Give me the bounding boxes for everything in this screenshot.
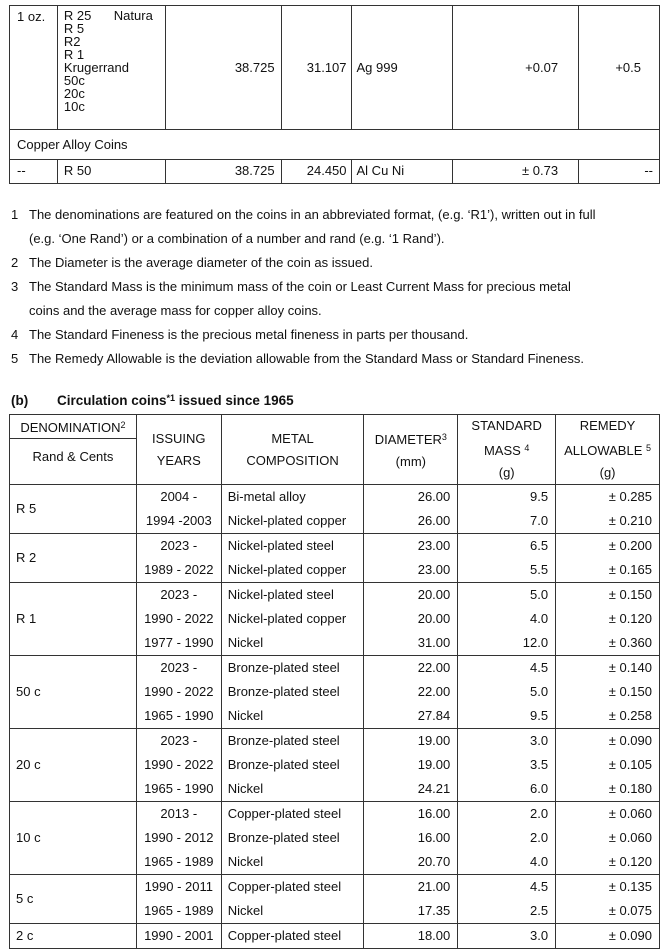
remedy-allowable-cell: ± 0.258 [556, 704, 660, 729]
table-row [10, 729, 660, 754]
denomination-list [64, 6, 165, 113]
diameter-header: DIAMETER$^3$ (mm) [364, 415, 458, 485]
weight-cell: -- [10, 160, 58, 184]
issuing-years-cell: 1990 - 2011 [136, 875, 221, 900]
remedy-allowable-cell: ± 0.075 [556, 899, 660, 924]
issuing-years-cell: 2004 - [136, 485, 221, 510]
standard-mass-header: STANDARD MASS $^4$ (g) [458, 415, 556, 485]
issuing-years-cell: 1990 - 2022 [136, 607, 221, 631]
denomination-cell: 50 c [10, 656, 137, 729]
table-row [10, 534, 660, 559]
footnote-number: 1 [11, 207, 19, 222]
denomination-cell: R 5 [10, 485, 137, 534]
footnote-text: The Standard Mass is the minimum mass of the coin or Least Current Mass for precious metal coins and the average mass for copper alloy coins. [29, 279, 571, 318]
issuing-years-cell: 1990 - 2012 [136, 826, 221, 850]
standard-mass-cell: 4.0 [458, 607, 556, 631]
remedy-allowable-cell: ± 0.285 [556, 485, 660, 510]
metal-composition-cell: Copper-plated steel [221, 875, 364, 900]
mass-cell: 24.450 [281, 160, 351, 184]
remedy-fineness-cell: -- [579, 160, 660, 184]
footnote [11, 251, 651, 275]
denomination-cell: 20 c [10, 729, 137, 802]
composition-cell: Ag 999 [351, 6, 453, 130]
diameter-cell: 19.00 [364, 729, 458, 754]
diameter-cell: 17.35 [364, 899, 458, 924]
metal-composition-cell: Bronze-plated steel [221, 729, 364, 754]
section-label: (b) [11, 393, 29, 408]
metal-composition-cell: Nickel-plated copper [221, 509, 364, 534]
issuing-years-cell: 1965 - 1990 [136, 704, 221, 729]
denomination-item: R 1 [63, 47, 85, 62]
diameter-cell: 21.00 [364, 875, 458, 900]
issuing-years-cell: 2023 - [136, 729, 221, 754]
footnote [11, 323, 651, 347]
footnote [11, 347, 651, 371]
metal-composition-cell: Nickel [221, 631, 364, 656]
issuing-years-cell: 2013 - [136, 802, 221, 827]
metal-composition-cell: Nickel [221, 899, 364, 924]
remedy-allowable-cell: ± 0.360 [556, 631, 660, 656]
diameter-cell: 38.725 [165, 160, 281, 184]
standard-mass-cell: 6.0 [458, 777, 556, 802]
issuing-years-cell: 1965 - 1989 [136, 850, 221, 875]
header-row [10, 415, 660, 485]
footnote-number: 2 [11, 255, 19, 270]
remedy-allowable-cell: ± 0.150 [556, 583, 660, 608]
issuing-years-cell: 1965 - 1990 [136, 777, 221, 802]
standard-mass-cell: 4.5 [458, 875, 556, 900]
table-row [10, 924, 660, 949]
circulation-coins-table [9, 414, 660, 949]
metal-composition-cell: Nickel-plated steel [221, 534, 364, 559]
precious-metal-table [9, 5, 660, 184]
metal-composition-cell: Nickel [221, 850, 364, 875]
remedy-allowable-cell: ± 0.090 [556, 729, 660, 754]
table-row [10, 6, 660, 130]
diameter-cell: 38.725 [165, 6, 281, 130]
remedy-mass-cell: ± 0.73 [453, 160, 579, 184]
copper-alloy-heading: Copper Alloy Coins [17, 137, 128, 152]
remedy-allowable-cell: ± 0.120 [556, 850, 660, 875]
remedy-allowable-cell: ± 0.150 [556, 680, 660, 704]
metal-composition-header: METAL COMPOSITION [221, 415, 364, 485]
denomination-item: 20c [63, 86, 85, 101]
metal-composition-cell: Nickel-plated steel [221, 583, 364, 608]
metal-composition-cell: Bronze-plated steel [221, 656, 364, 681]
metal-composition-cell: Nickel-plated copper [221, 607, 364, 631]
denomination-header [10, 415, 137, 485]
metal-composition-cell: Nickel [221, 777, 364, 802]
denomination-cell: 10 c [10, 802, 137, 875]
issuing-years-cell: 1990 - 2001 [136, 924, 221, 949]
standard-mass-cell: 9.5 [458, 485, 556, 510]
standard-mass-cell: 5.5 [458, 558, 556, 583]
footnote [11, 275, 651, 323]
remedy-allowable-cell: ± 0.060 [556, 826, 660, 850]
remedy-allowable-cell: ± 0.200 [556, 534, 660, 559]
issuing-years-cell: 1977 - 1990 [136, 631, 221, 656]
remedy-allowable-cell: ± 0.180 [556, 777, 660, 802]
table-row [10, 656, 660, 681]
denomination-item: 10c [63, 99, 85, 114]
footnote [11, 203, 651, 251]
issuing-years-cell: 2023 - [136, 656, 221, 681]
issuing-years-cell: 1989 - 2022 [136, 558, 221, 583]
denomination-item: 50c [63, 73, 85, 88]
footnote-number: 5 [11, 351, 19, 366]
diameter-cell: 20.00 [364, 607, 458, 631]
diameter-cell: 26.00 [364, 485, 458, 510]
rand-cents-header: Rand & Cents [32, 449, 114, 464]
denomination-item: R 5 [63, 21, 85, 36]
remedy-mass-cell: +0.07 [453, 6, 579, 130]
footnote-text: The denominations are featured on the coins in an abbreviated format, (e.g. ‘R1’), written out in full (e.g. ‘One Rand’) or a combination of a number and rand (e.g. ‘1 Rand’). [29, 207, 596, 246]
standard-mass-cell: 2.5 [458, 899, 556, 924]
issuing-years-cell: 1990 - 2022 [136, 753, 221, 777]
diameter-cell: 26.00 [364, 509, 458, 534]
standard-mass-cell: 4.5 [458, 656, 556, 681]
denomination-item: Krugerrand [63, 60, 129, 75]
standard-mass-cell: 7.0 [458, 509, 556, 534]
standard-mass-cell: 5.0 [458, 680, 556, 704]
standard-mass-cell: 6.5 [458, 534, 556, 559]
diameter-cell: 22.00 [364, 656, 458, 681]
denomination-item: R 25 Natura [63, 8, 153, 23]
natura-label: Natura [113, 8, 153, 23]
remedy-allowable-header: REMEDY ALLOWABLE $^5$ (g) [556, 415, 660, 485]
diameter-cell: 31.00 [364, 631, 458, 656]
issuing-years-cell: 1994 -2003 [136, 509, 221, 534]
table-row [10, 160, 660, 184]
remedy-allowable-cell: ± 0.135 [556, 875, 660, 900]
standard-mass-cell: 3.5 [458, 753, 556, 777]
diameter-cell: 16.00 [364, 826, 458, 850]
footnote-number: 4 [11, 327, 19, 342]
footnote-number: 3 [11, 279, 19, 294]
metal-composition-cell: Nickel [221, 704, 364, 729]
metal-composition-cell: Copper-plated steel [221, 924, 364, 949]
section-heading-cell [10, 130, 660, 160]
diameter-cell: 24.21 [364, 777, 458, 802]
metal-composition-cell: Bronze-plated steel [221, 680, 364, 704]
standard-mass-cell: 12.0 [458, 631, 556, 656]
issuing-years-cell: 1990 - 2022 [136, 680, 221, 704]
weight-cell: 1 oz. [10, 6, 58, 130]
composition-cell: Al Cu Ni [351, 160, 453, 184]
diameter-cell: 22.00 [364, 680, 458, 704]
diameter-cell: 20.00 [364, 583, 458, 608]
remedy-allowable-cell: ± 0.210 [556, 509, 660, 534]
issuing-years-cell: 2023 - [136, 583, 221, 608]
denomination-cell: R 50 [57, 160, 165, 184]
metal-composition-cell: Bronze-plated steel [221, 826, 364, 850]
diameter-cell: 27.84 [364, 704, 458, 729]
issuing-years-cell: 1965 - 1989 [136, 899, 221, 924]
table-row [10, 875, 660, 900]
footnote-text: The Standard Fineness is the precious metal fineness in parts per thousand. [29, 327, 469, 342]
standard-mass-cell: 2.0 [458, 826, 556, 850]
issuing-years-cell: 2023 - [136, 534, 221, 559]
remedy-fineness-cell: +0.5 [579, 6, 660, 130]
circulation-table-body [10, 485, 660, 949]
diameter-cell: 16.00 [364, 802, 458, 827]
denomination-cell: 5 c [10, 875, 137, 924]
diameter-cell: 20.70 [364, 850, 458, 875]
mass-cell: 31.107 [281, 6, 351, 130]
standard-mass-cell: 2.0 [458, 802, 556, 827]
denomination-item: R2 [63, 34, 81, 49]
metal-composition-cell: Copper-plated steel [221, 802, 364, 827]
footnote-text: The Remedy Allowable is the deviation allowable from the Standard Mass or Standard Fineness. [29, 351, 584, 366]
denomination-cell: R 2 [10, 534, 137, 583]
remedy-allowable-cell: ± 0.165 [556, 558, 660, 583]
footnotes [11, 203, 651, 371]
denomination-cell: R 1 [10, 583, 137, 656]
table-row [10, 485, 660, 510]
diameter-cell: 23.00 [364, 534, 458, 559]
table-row [10, 802, 660, 827]
standard-mass-cell: 9.5 [458, 704, 556, 729]
metal-composition-cell: Bronze-plated steel [221, 753, 364, 777]
denomination-header-top: DENOMINATION$^2$ [10, 415, 136, 439]
table-row [10, 583, 660, 608]
remedy-allowable-cell: ± 0.105 [556, 753, 660, 777]
issuing-years-header: ISSUING YEARS [136, 415, 221, 485]
diameter-cell: 23.00 [364, 558, 458, 583]
remedy-allowable-cell: ± 0.060 [556, 802, 660, 827]
footnote-text: The Diameter is the average diameter of the coin as issued. [29, 255, 373, 270]
diameter-cell: 19.00 [364, 753, 458, 777]
table-row [10, 130, 660, 160]
metal-composition-cell: Nickel-plated copper [221, 558, 364, 583]
denomination-cell: 2 c [10, 924, 137, 949]
standard-mass-cell: 5.0 [458, 583, 556, 608]
metal-composition-cell: Bi-metal alloy [221, 485, 364, 510]
denomination-list-cell [57, 6, 165, 130]
remedy-allowable-cell: ± 0.140 [556, 656, 660, 681]
standard-mass-cell: 3.0 [458, 729, 556, 754]
section-title: Circulation coins$^{*1}$ issued since 1965 [57, 393, 294, 408]
remedy-allowable-cell: ± 0.120 [556, 607, 660, 631]
remedy-allowable-cell: ± 0.090 [556, 924, 660, 949]
standard-mass-cell: 4.0 [458, 850, 556, 875]
section-heading [11, 393, 294, 408]
standard-mass-cell: 3.0 [458, 924, 556, 949]
diameter-cell: 18.00 [364, 924, 458, 949]
